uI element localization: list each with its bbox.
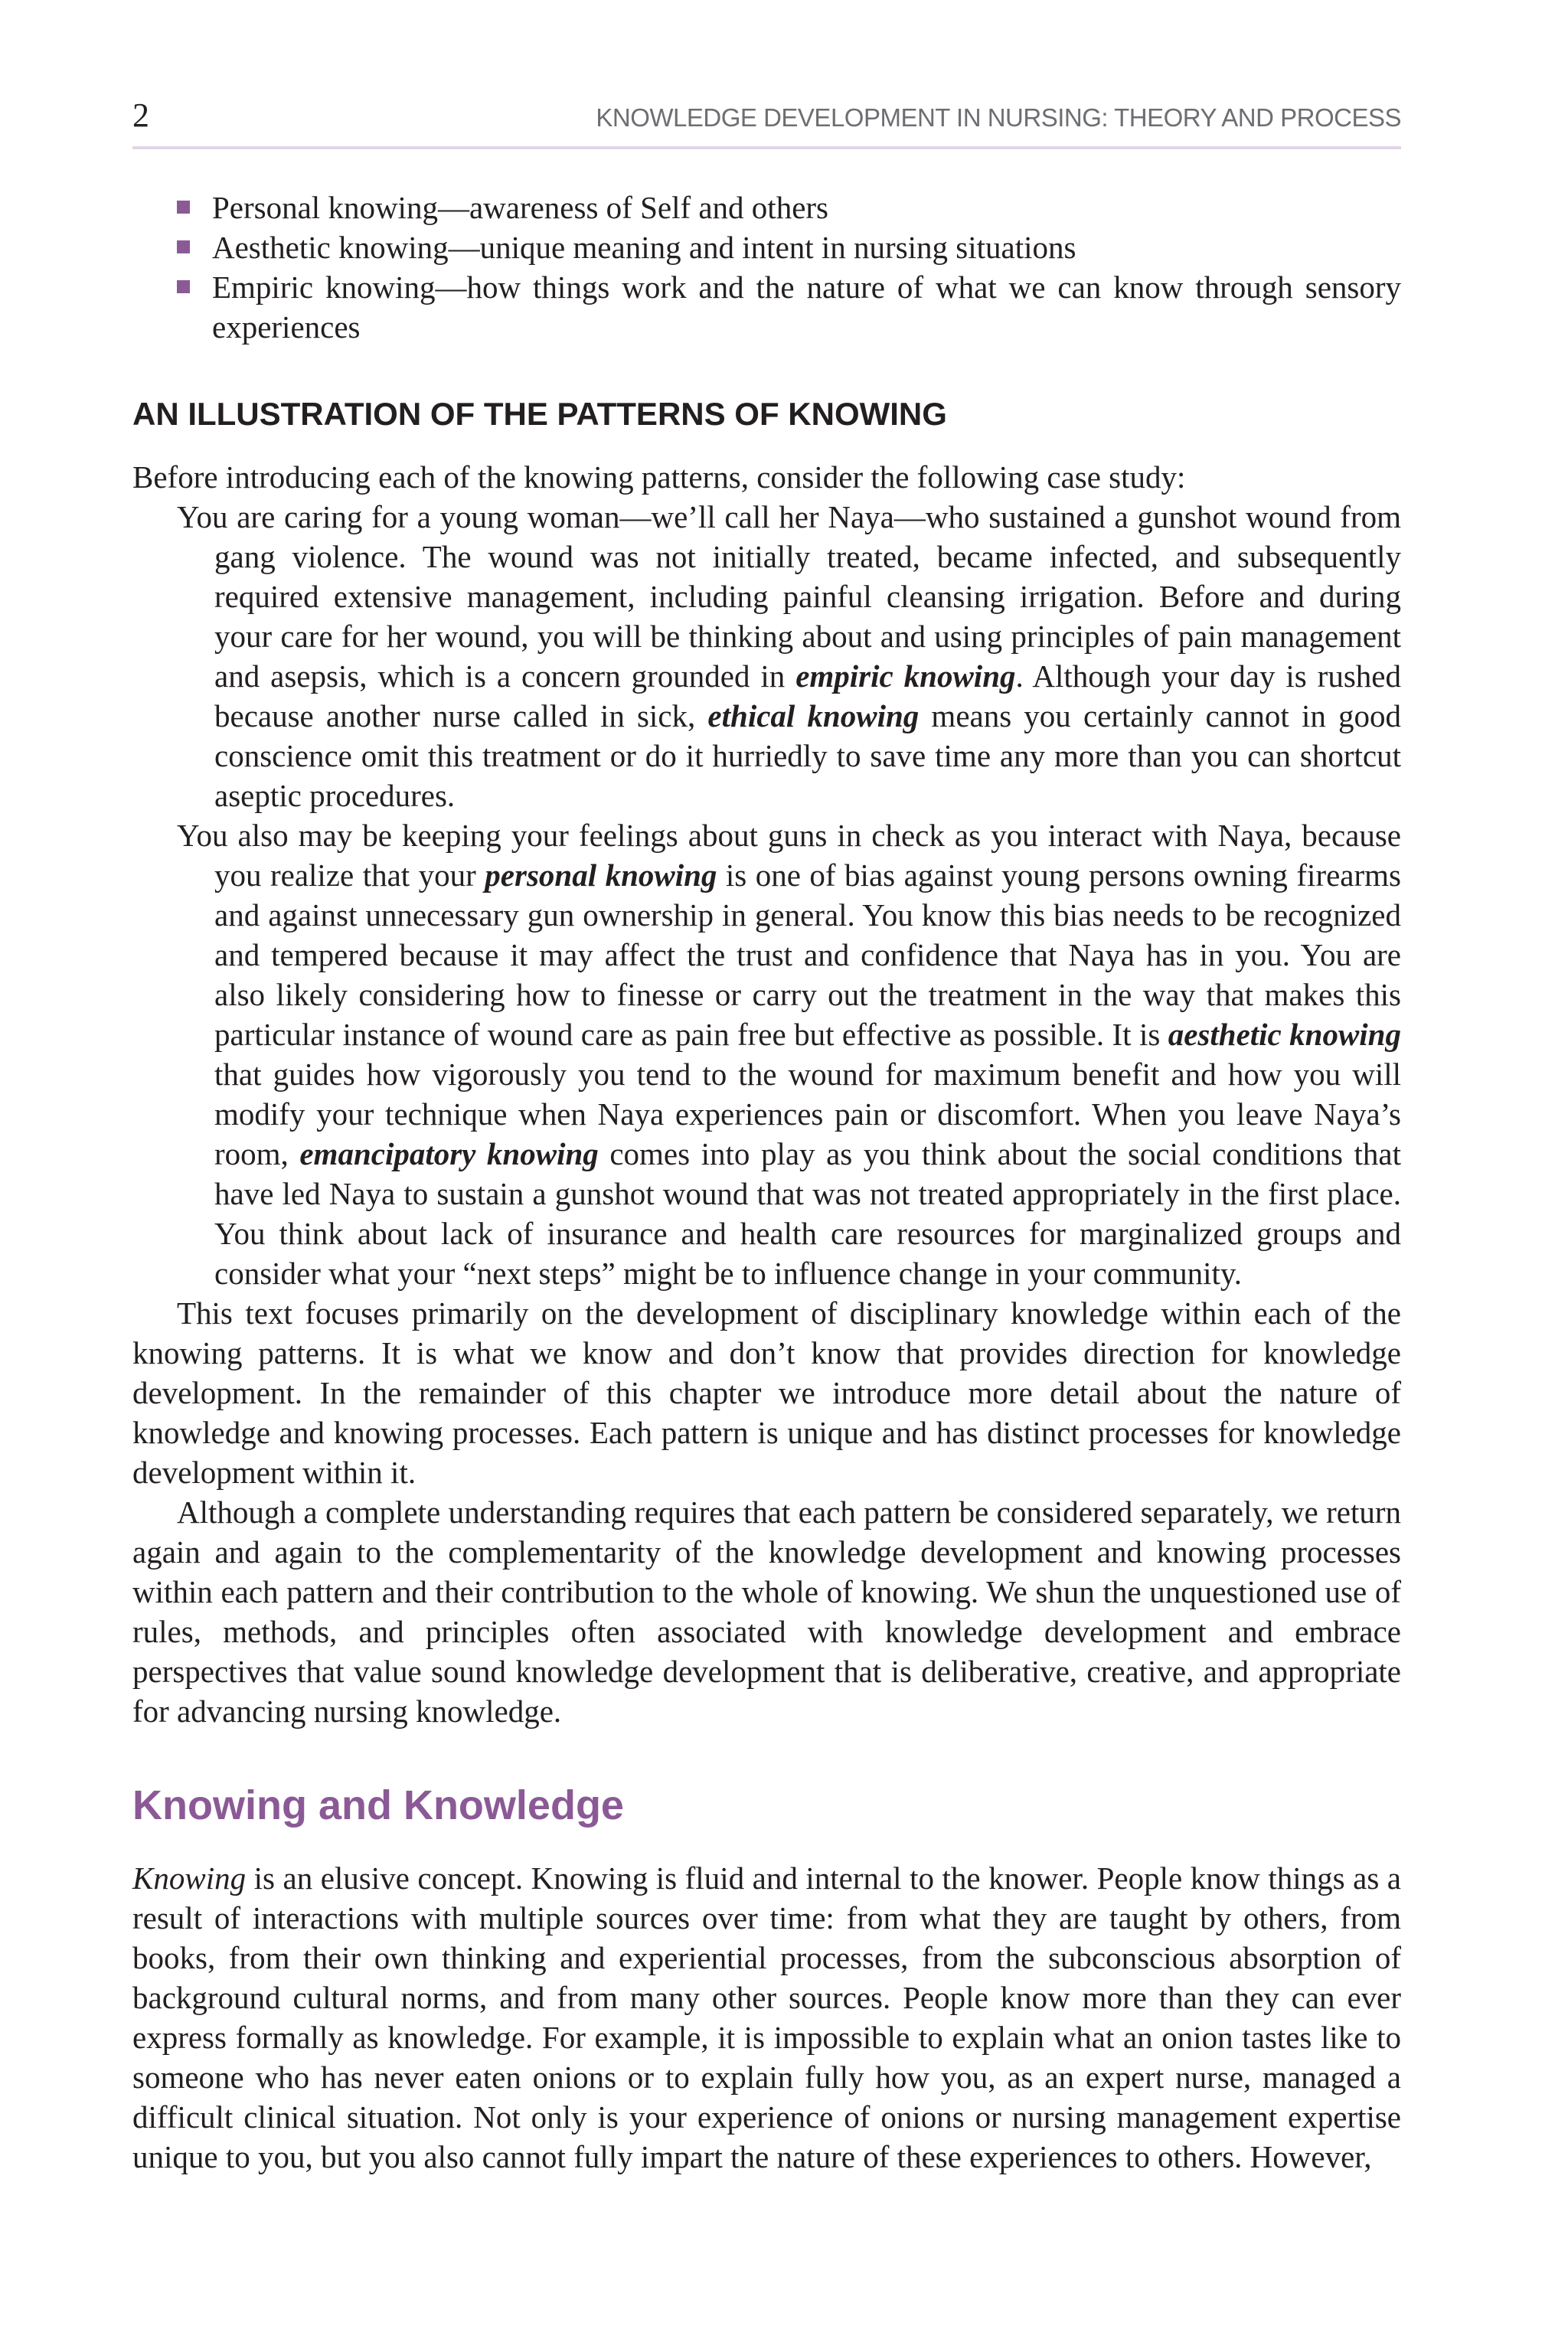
body-paragraph: Knowing is an elusive concept. Knowing is fluid and internal to the knower. People know things as a result of interactions with multiple sources over time: from what they are taught by others, from books, from their own thinking and experiential processes, from the subconscious absorption of background cultural norms, and from many other sources. People know more than they can ever express formally as knowledge. For example, it is impossible to explain what an onion tastes like to someone who has never eaten onions or to explain fully how you, as an expert nurse, managed a difficult clinical situation. Not only is your experience of onions or nursing management expertise unique to you, but you also cannot fully impart the nature of these experiences to others. However, bbox=[132, 1860, 1401, 2174]
case-study-paragraph-1: You are caring for a young woman—we’ll call her Naya—who sustained a gunshot wound from gang violence. The wound was not initially treated, became infected, and subsequently required extensive management, including painful cleansing irrigation. Before and during your care for her wound, you will be thinking about and using principles of pain management and asepsis, which is a concern grounded in empiric knowing. Although your day is rushed because another nurse called in sick, ethical knowing means you certainly cannot in good conscience omit this treatment or do it hurriedly to save time any more than you can shortcut aseptic procedures. bbox=[177, 499, 1401, 813]
term-knowing: Knowing bbox=[132, 1860, 247, 1896]
square-bullet-icon bbox=[177, 201, 190, 214]
body-paragraph: This text focuses primarily on the development of disciplinary knowledge within each of the knowing patterns. It is what we know and don’t know that provides direction for knowledge development. In the remainder of this chapter we introduce more detail about the nature of knowledge and knowing processes. Each pattern is unique and has distinct processes for knowledge development within it. bbox=[132, 1295, 1401, 1490]
book-page bbox=[132, 96, 1401, 2177]
term-aesthetic-knowing: aesthetic knowing bbox=[1168, 1017, 1401, 1052]
list-item: Empiric knowing—how things work and the nature of what we can know through sensory experiences bbox=[132, 267, 1401, 347]
square-bullet-icon bbox=[177, 280, 190, 293]
body-paragraph: Although a complete understanding requires that each pattern be considered separately, we return again and again to the complementarity of the knowledge development and knowing processes within each pattern and their contribution to the whole of knowing. We shun the unquestioned use of rules, methods, and principles often associated with knowledge development and embrace perspectives that value sound knowledge development that is deliberative, creative, and appropriate for advancing nursing knowledge. bbox=[132, 1494, 1401, 1729]
square-bullet-icon bbox=[177, 240, 190, 253]
list-item: Aesthetic knowing—unique meaning and intent in nursing situations bbox=[132, 227, 1401, 267]
subsection-heading: Knowing and Knowledge bbox=[132, 1782, 624, 1828]
term-empiric-knowing: empiric knowing bbox=[795, 658, 1016, 694]
list-item: Personal knowing—awareness of Self and others bbox=[132, 188, 1401, 227]
running-header bbox=[132, 96, 1401, 149]
term-emancipatory-knowing: emancipatory knowing bbox=[299, 1136, 599, 1171]
term-ethical-knowing: ethical knowing bbox=[707, 698, 920, 733]
case-study-intro: Before introducing each of the knowing patterns, consider the following case study: bbox=[132, 459, 1186, 495]
term-personal-knowing: personal knowing bbox=[485, 858, 717, 893]
knowing-patterns-list bbox=[132, 188, 1401, 347]
running-title: KNOWLEDGE DEVELOPMENT IN NURSING: THEORY AND PROCESS bbox=[596, 103, 1401, 132]
section-heading: AN ILLUSTRATION OF THE PATTERNS OF KNOWING bbox=[132, 396, 947, 432]
page-number: 2 bbox=[132, 96, 149, 134]
case-study-paragraph-2: You also may be keeping your feelings about guns in check as you interact with Naya, because you realize that your personal knowing is one of bias against young persons owning firearms and against unnecessary gun ownership in general. You know this bias needs to be recognized and tempered because it may affect the trust and confidence that Naya has in you. You are also likely considering how to finesse or carry out the treatment in the way that makes this particular instance of wound care as pain free but effective as possible. It is aesthetic knowing that guides how vigorously you tend to the wound for maximum benefit and how you will modify your technique when Naya experiences pain or discomfort. When you leave Naya’s room, emancipatory knowing comes into play as you think about the social conditions that have led Naya to sustain a gunshot wound that was not treated appropriately in the first place. You think about lack of insurance and health care resources for marginalized groups and consider what your “next steps” might be to influence change in your community. bbox=[177, 818, 1402, 1291]
